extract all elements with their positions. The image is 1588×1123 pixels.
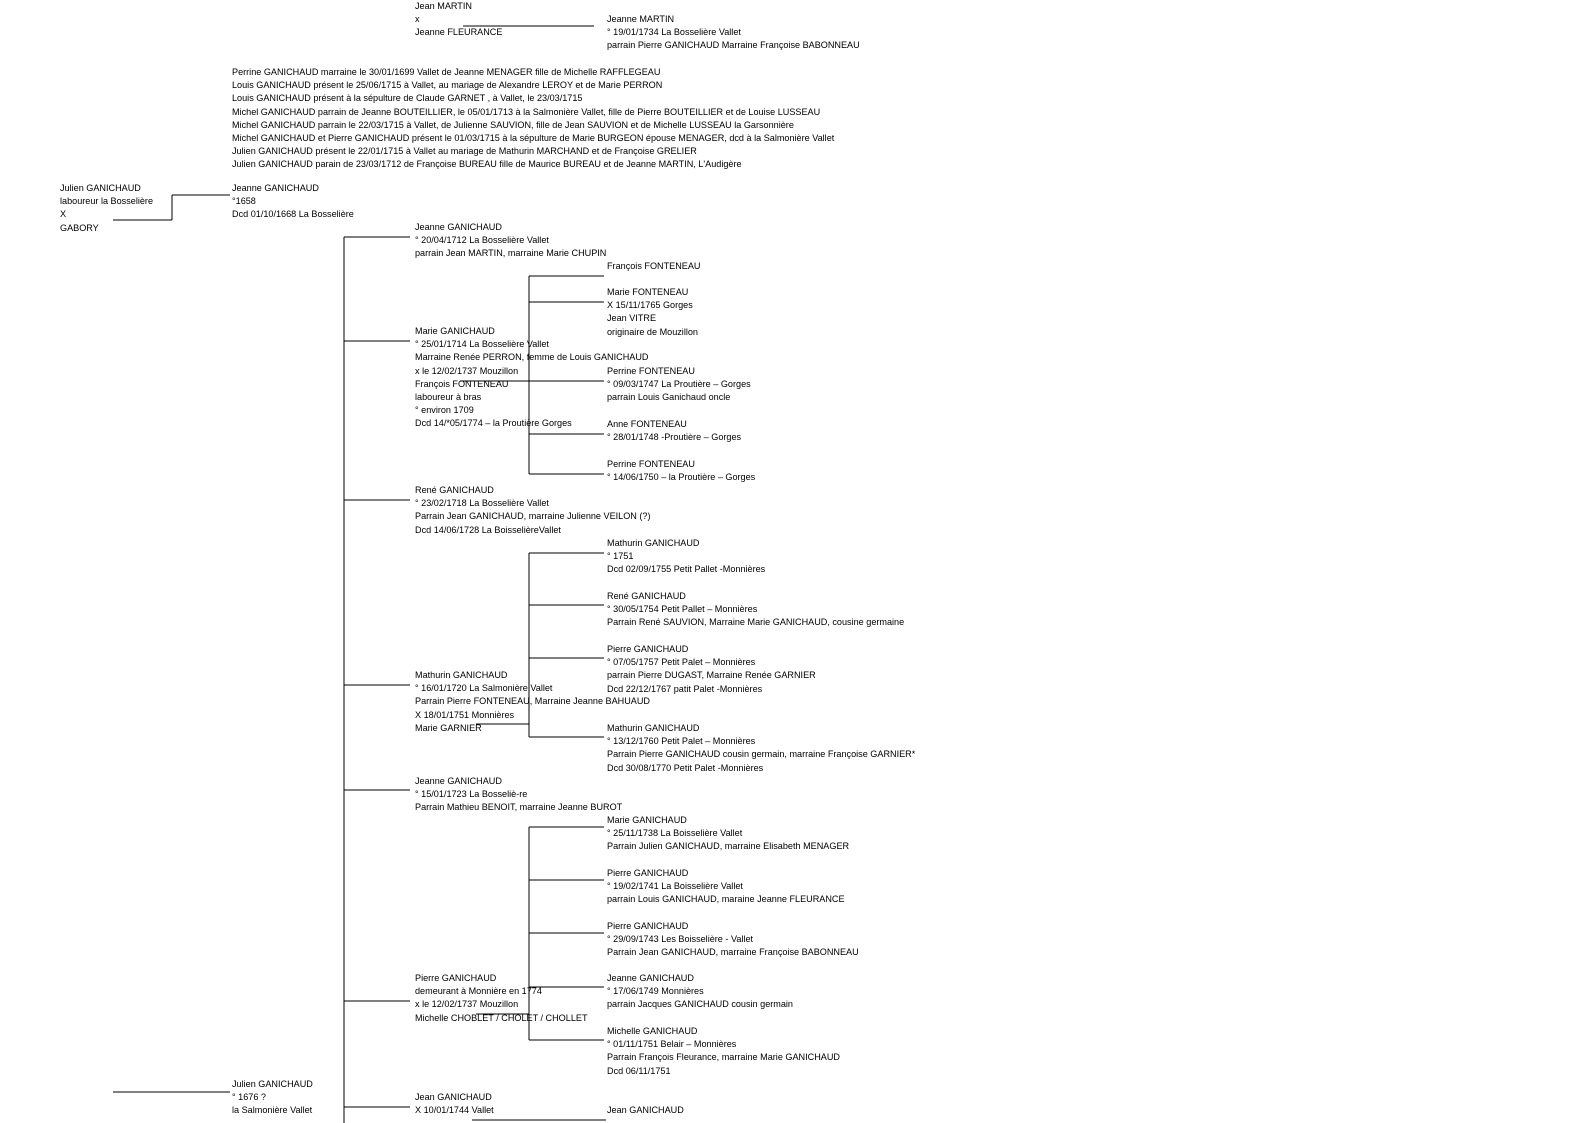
line: Jeanne MARTIN	[607, 14, 675, 24]
note-line: Louis GANICHAUD présent à la sépulture de Claude GARNET , à Vallet, le 23/03/1715	[232, 93, 583, 104]
line: François FONTENEAU	[415, 378, 509, 389]
line: x	[415, 14, 420, 25]
line: originaire de Mouzillon	[607, 326, 698, 337]
person-jean-ganichaud-1744	[415, 1091, 494, 1117]
line: Pierre GANICHAUD	[607, 644, 689, 654]
person-pierre-ganichaud-1743	[607, 920, 859, 960]
person-jeanne-ganichaud-1723	[415, 775, 622, 815]
line: x le 12/02/1737 Mouzillon	[415, 365, 519, 376]
line: Jeanne GANICHAUD	[607, 973, 694, 983]
person-jeanne-ganichaud-1712	[415, 221, 606, 261]
person-anne-fonteneau	[607, 418, 741, 444]
line: Jeanne GANICHAUD	[415, 776, 502, 786]
person-pierre-ganichaud-1741	[607, 867, 845, 907]
line: François FONTENEAU	[607, 261, 701, 271]
line: ° 30/05/1754 Petit Pallet – Monnières	[607, 604, 758, 615]
line: ° 19/02/1741 La Boisselière Vallet	[607, 881, 743, 892]
line: Dcd 06/11/1751	[607, 1065, 671, 1076]
person-julien-ganichaud-1676	[232, 1078, 313, 1118]
note-line: Michel GANICHAUD parrain de Jeanne BOUTEILLIER, le 05/01/1713 à la Salmonière Vallet, fille de Pierre BOUTEILLIER et de Louise LUSSEAU	[232, 106, 821, 117]
person-rene-ganichaud-1718	[415, 484, 651, 537]
line: Perrine FONTENEAU	[607, 366, 695, 376]
line: ° 20/04/1712 La Bosselière Vallet	[415, 235, 549, 246]
line: Michelle GANICHAUD	[607, 1026, 698, 1036]
person-jeanne-ganichaud-1749	[607, 972, 793, 1012]
line: Jean VITRE	[607, 313, 657, 324]
line: parrain Jean MARTIN, marraine Marie CHUPIN	[415, 248, 607, 259]
line: Parrain Pierre FONTENEAU, Marraine Jeanne BAHUAUD	[415, 696, 650, 707]
note-line: Julien GANICHAUD parain de 23/03/1712 de Françoise BUREAU fille de Maurice BUREAU et de Jeanne MARTIN, L'Audigère	[232, 159, 742, 170]
line: X 18/01/1751 Monnières	[415, 709, 515, 720]
line: Marie GARNIER	[415, 722, 482, 733]
line: ° 1751	[607, 551, 634, 562]
line: Marie GANICHAUD	[607, 815, 687, 825]
line: Parrain Jean GANICHAUD, marraine Julienne VEILON (?)	[415, 511, 651, 522]
person-jean-martin-couple	[415, 0, 502, 40]
person-michelle-ganichaud-1751	[607, 1025, 840, 1078]
line: X 10/01/1744 Vallet	[415, 1105, 494, 1116]
person-rene-ganichaud-1754	[607, 590, 904, 630]
line: ° 14/06/1750 – la Proutière – Gorges	[607, 472, 756, 483]
line: Dcd 14/*05/1774 – la Proutière Gorges	[415, 418, 572, 429]
line: ° 07/05/1757 Petit Palet – Monnières	[607, 657, 756, 668]
line: parrain Louis Ganichaud oncle	[607, 392, 731, 403]
line: Julien GANICHAUD	[60, 183, 141, 193]
note-line: Michel GANICHAUD et Pierre GANICHAUD présent le 01/03/1715 à la sépulture de Marie BURGEON épouse MENAGER, dcd à la Salmonière Vallet	[232, 132, 835, 143]
line: René GANICHAUD	[415, 485, 494, 495]
line: Parrain Julien GANICHAUD, marraine Elisabeth MENAGER	[607, 841, 850, 852]
line: Jeanne GANICHAUD	[415, 222, 502, 232]
line: X	[60, 209, 67, 220]
line: ° 23/02/1718 La Bosselière Vallet	[415, 498, 549, 509]
line: ° 25/01/1714 La Bosselière Vallet	[415, 339, 549, 350]
line: ° 1676 ?	[232, 1092, 266, 1103]
person-jeanne-martin	[607, 13, 860, 53]
line: Marie GANICHAUD	[415, 326, 495, 336]
line: Marraine Renée PERRON, femme de Louis GANICHAUD	[415, 352, 649, 363]
line: Michelle CHOBLET / CHOLET / CHOLLET	[415, 1012, 588, 1023]
line: Jeanne FLEURANCE	[415, 27, 503, 38]
line: ° 01/11/1751 Belair – Monnières	[607, 1039, 737, 1050]
line: °1658	[232, 196, 256, 207]
line: ° 29/09/1743 Les Boisselière - Vallet	[607, 934, 754, 945]
line: Dcd 02/09/1755 Petit Pallet -Monnières	[607, 564, 766, 575]
line: laboureur à bras	[415, 391, 482, 402]
notes-block	[232, 66, 834, 172]
person-pierre-ganichaud-father	[415, 972, 588, 1025]
line: Parrain Pierre GANICHAUD cousin germain, marraine Françoise GARNIER*	[607, 749, 916, 760]
person-francois-fonteneau-child	[607, 260, 700, 273]
line: la Salmonière Vallet	[232, 1105, 313, 1116]
line: Pierre GANICHAUD	[607, 868, 689, 878]
person-mathurin-ganichaud-1760	[607, 722, 915, 775]
line: ° 28/01/1748 -Proutière – Gorges	[607, 432, 742, 443]
line: parrain Pierre GANICHAUD Marraine Françoise BABONNEAU	[607, 40, 860, 51]
line: Jeanne GANICHAUD	[232, 183, 319, 193]
line: ° 16/01/1720 La Salmonière Vallet	[415, 683, 553, 694]
line: Pierre GANICHAUD	[415, 973, 497, 983]
person-perrine-fonteneau-1747	[607, 365, 751, 405]
line: Jean MARTIN	[415, 1, 472, 11]
line: ° environ 1709	[415, 405, 474, 416]
line: Parrain Mathieu BENOIT, marraine Jeanne BUROT	[415, 802, 623, 813]
person-jeanne-ganichaud-1658	[232, 182, 354, 222]
person-jean-ganichaud-child	[607, 1104, 684, 1117]
line: ° 09/03/1747 La Proutière – Gorges	[607, 379, 751, 390]
line: Mathurin GANICHAUD	[607, 538, 700, 548]
line: parrain Louis GANICHAUD, maraine Jeanne FLEURANCE	[607, 894, 845, 905]
line: ° 17/06/1749 Monnières	[607, 986, 704, 997]
line: laboureur la Bosselière	[60, 196, 154, 207]
line: Dcd 01/10/1668 La Bosselière	[232, 209, 354, 220]
line: Dcd 22/12/1767 patit Palet -Monnières	[607, 683, 763, 694]
note-line: Julien GANICHAUD présent le 22/01/1715 à Vallet au mariage de Mathurin MARCHAND et de Françoise GRELIER	[232, 146, 697, 157]
line: Mathurin GANICHAUD	[607, 723, 700, 733]
line: ° 13/12/1760 Petit Palet – Monnières	[607, 736, 756, 747]
line: GABORY	[60, 222, 99, 233]
note-line: Perrine GANICHAUD marraine le 30/01/1699 Vallet de Jeanne MENAGER fille de Michelle RAFFLEGEAU	[232, 67, 661, 77]
line: parrain Pierre DUGAST, Marraine Renée GARNIER	[607, 670, 816, 681]
person-marie-ganichaud-1738	[607, 814, 849, 854]
line: Parrain François Fleurance, marraine Marie GANICHAUD	[607, 1052, 840, 1063]
note-line: Louis GANICHAUD présent le 25/06/1715 à Vallet, au mariage de Alexandre LEROY et de Marie PERRON	[232, 80, 663, 91]
line: Dcd 14/06/1728 La BoisselièreVallet	[415, 524, 561, 535]
line: René GANICHAUD	[607, 591, 686, 601]
person-mathurin-ganichaud-1751	[607, 537, 765, 577]
line: X 15/11/1765 Gorges	[607, 300, 693, 311]
person-perrine-fonteneau-1750	[607, 458, 755, 484]
note-line: Michel GANICHAUD parrain le 22/03/1715 à Vallet, de Julienne SAUVION, fille de Jean SAUVION et de Michelle LUSSEAU la Garsonnière	[232, 119, 794, 130]
line: Anne FONTENEAU	[607, 419, 687, 429]
line: Marie FONTENEAU	[607, 287, 689, 297]
person-julien-ganichaud-root	[60, 182, 153, 235]
line: Jean GANICHAUD	[607, 1105, 684, 1115]
line: Dcd 30/08/1770 Petit Palet -Monnières	[607, 762, 764, 773]
line: ° 15/01/1723 La Bosseliè-re	[415, 789, 528, 800]
line: Parrain René SAUVION, Marraine Marie GANICHAUD, cousine germaine	[607, 617, 905, 628]
line: demeurant à Monnière en 1774	[415, 986, 542, 997]
line: Jean GANICHAUD	[415, 1092, 492, 1102]
line: parrain Jacques GANICHAUD cousin germain	[607, 999, 793, 1010]
line: Julien GANICHAUD	[232, 1079, 313, 1089]
line: Pierre GANICHAUD	[607, 921, 689, 931]
line: ° 25/11/1738 La Boisselière Vallet	[607, 828, 743, 839]
line: ° 19/01/1734 La Bosselière Vallet	[607, 27, 741, 38]
line: x le 12/02/1737 Mouzillon	[415, 999, 519, 1010]
line: Parrain Jean GANICHAUD, marraine Françoise BABONNEAU	[607, 947, 859, 958]
line: Perrine FONTENEAU	[607, 459, 695, 469]
line: Mathurin GANICHAUD	[415, 670, 508, 680]
